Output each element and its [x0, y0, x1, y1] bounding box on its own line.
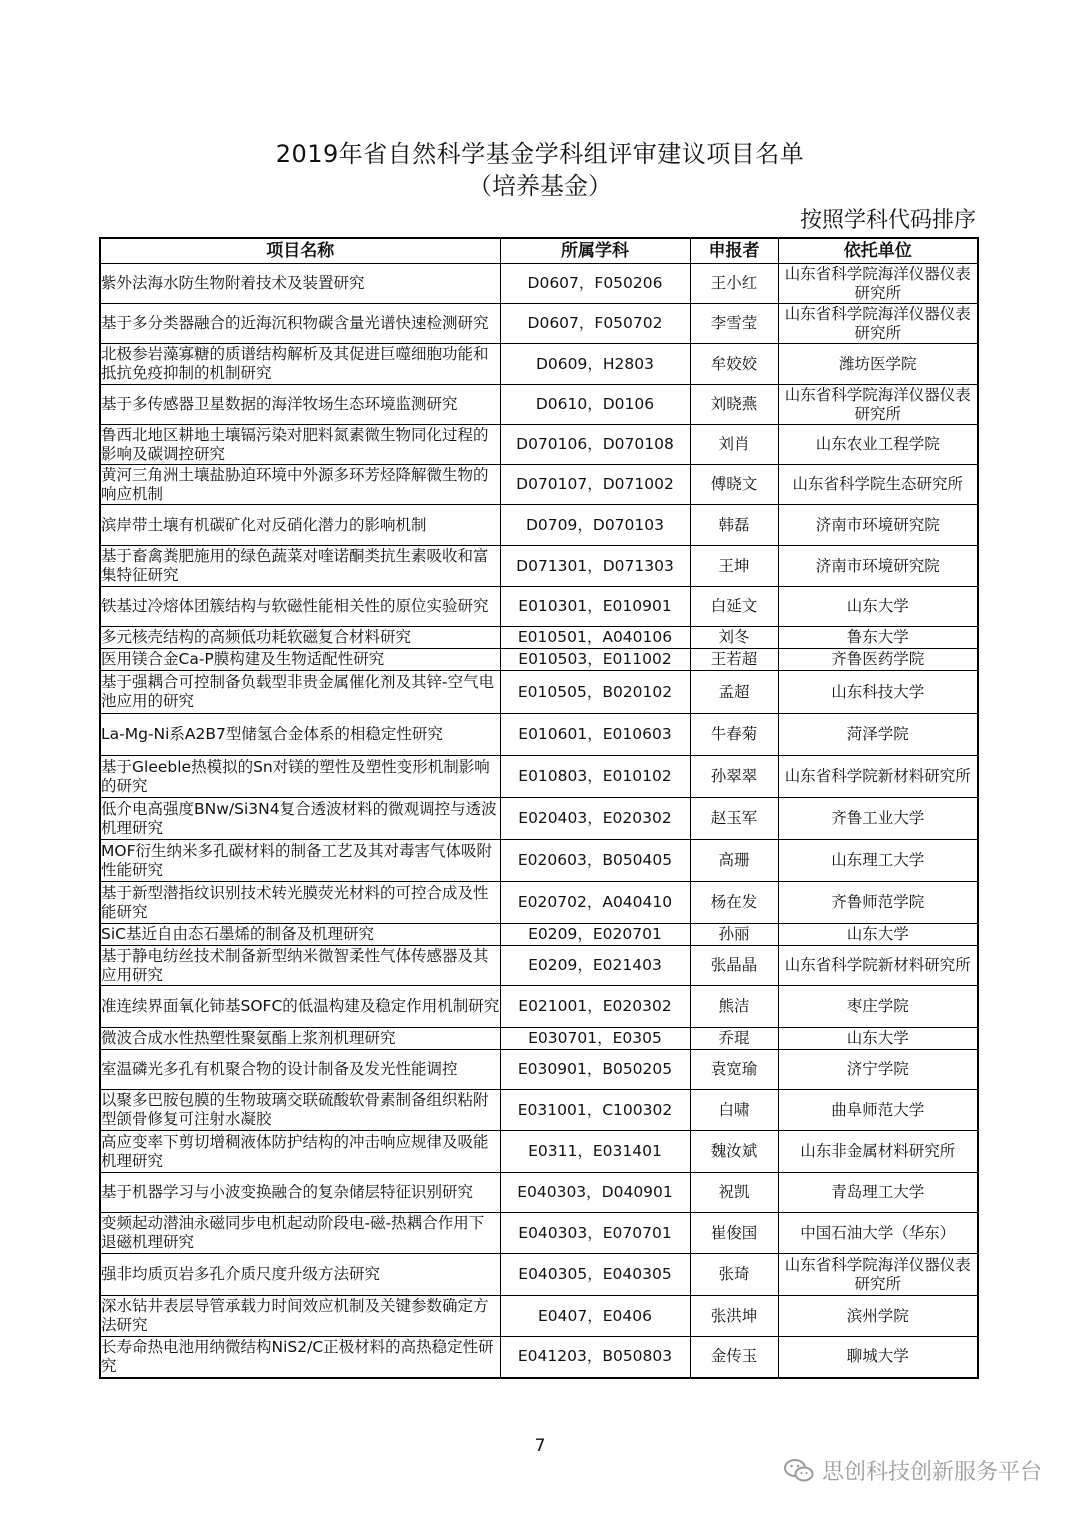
- cell-institution-cell: [778, 1337, 978, 1378]
- cell-project-name-cell: [100, 627, 500, 649]
- cell-project-name-cell: [100, 1337, 500, 1378]
- table-row: [100, 924, 978, 946]
- header-project-name: 项目名称: [100, 238, 500, 264]
- cell-project-name-cell: [100, 1213, 500, 1254]
- cell-applicant: 牛春菊: [690, 714, 778, 756]
- cell-institution: 山东非金属材料研究所: [800, 1142, 956, 1160]
- table-row: [100, 264, 978, 304]
- table-row: [100, 649, 978, 671]
- cell-project-name: 多元核壳结构的高频低功耗软磁复合材料研究: [101, 628, 412, 646]
- cell-institution: 齐鲁工业大学: [831, 809, 925, 827]
- cell-project-name-cell: [100, 344, 500, 385]
- cell-institution: 山东农业工程学院: [815, 435, 940, 453]
- cell-subject-code: D0709，D070103: [500, 505, 690, 546]
- cell-institution-cell: [778, 505, 978, 546]
- project-table: [99, 237, 979, 1379]
- cell-institution: 山东省科学院海洋仪器仪表研究所: [784, 1255, 971, 1293]
- cell-institution: 齐鲁师范学院: [831, 893, 925, 911]
- cell-institution: 济宁学院: [846, 1060, 909, 1078]
- cell-applicant: 孙翠翠: [690, 756, 778, 798]
- cell-institution: 齐鲁医药学院: [831, 650, 925, 668]
- cell-institution: 山东大学: [846, 1029, 909, 1047]
- cell-project-name-cell: [100, 546, 500, 587]
- cell-institution: 鲁东大学: [846, 628, 909, 646]
- cell-applicant: 孟超: [690, 671, 778, 714]
- cell-institution: 曲阜师范大学: [831, 1100, 925, 1119]
- cell-project-name-cell: [100, 649, 500, 671]
- cell-project-name-cell: [100, 1131, 500, 1173]
- cell-subject-code: E0311，E031401: [500, 1131, 690, 1173]
- watermark: [784, 1455, 1042, 1486]
- cell-applicant: 崔俊国: [690, 1213, 778, 1254]
- cell-subject-code: E010301，E010901: [500, 587, 690, 627]
- table-row: [100, 1296, 978, 1337]
- cell-applicant: 孙丽: [690, 924, 778, 946]
- cell-project-name-cell: [100, 385, 500, 425]
- cell-project-name-cell: [100, 986, 500, 1028]
- cell-subject-code: D071301，D071303: [500, 546, 690, 587]
- cell-applicant: 白延文: [690, 587, 778, 627]
- cell-project-name-cell: [100, 1254, 500, 1296]
- cell-institution-cell: [778, 546, 978, 587]
- page-title: 2019年省自然科学基金学科组评审建议项目名单: [275, 140, 805, 168]
- table-row: [100, 425, 978, 465]
- cell-project-name: 变频起动潜油永磁同步电机起动阶段电-磁-热耦合作用下退磁机理研究: [101, 1214, 485, 1251]
- cell-project-name-cell: [100, 840, 500, 882]
- cell-institution-cell: [778, 1050, 978, 1090]
- table-row: [100, 756, 978, 798]
- cell-institution-cell: [778, 756, 978, 798]
- cell-subject-code: E040305，E040305: [500, 1254, 690, 1296]
- cell-applicant: 熊洁: [690, 986, 778, 1028]
- table-row: [100, 986, 978, 1028]
- cell-institution-cell: [778, 671, 978, 714]
- cell-subject-code: E010803，E010102: [500, 756, 690, 798]
- cell-applicant: 杨在发: [690, 882, 778, 924]
- cell-institution-cell: [778, 385, 978, 425]
- cell-institution: 山东省科学院生态研究所: [792, 475, 963, 493]
- cell-subject-code: D070106，D070108: [500, 425, 690, 465]
- cell-project-name: 长寿命热电池用纳微结构NiS2/C正极材料的高热稳定性研究: [101, 1337, 494, 1375]
- cell-applicant: 傅晓文: [690, 465, 778, 505]
- page-subtitle: （培养基金）: [468, 172, 612, 200]
- sort-note: 按照学科代码排序: [799, 208, 976, 233]
- cell-institution-cell: [778, 1090, 978, 1131]
- cell-project-name-cell: [100, 714, 500, 756]
- cell-subject-code: D0610，D0106: [500, 385, 690, 425]
- cell-project-name-cell: [100, 882, 500, 924]
- cell-project-name-cell: [100, 1090, 500, 1131]
- cell-project-name: 微波合成水性热塑性聚氨酯上浆剂机理研究: [101, 1029, 396, 1047]
- table-row: [100, 1213, 978, 1254]
- cell-institution-cell: [778, 425, 978, 465]
- wechat-icon: [784, 1458, 814, 1484]
- cell-project-name: 基于多分类器融合的近海沉积物碳含量光谱快速检测研究: [101, 314, 489, 332]
- cell-project-name-cell: [100, 924, 500, 946]
- cell-institution: 青岛理工大学: [831, 1183, 925, 1201]
- cell-project-name: 基于畜禽粪肥施用的绿色蔬菜对喹诺酮类抗生素吸收和富集特征研究: [101, 547, 489, 584]
- cell-project-name: 基于多传感器卫星数据的海洋牧场生态环境监测研究: [101, 395, 458, 413]
- cell-subject-code: E0209，E021403: [500, 946, 690, 986]
- cell-institution: 枣庄学院: [846, 997, 909, 1015]
- cell-subject-code: D070107，D071002: [500, 465, 690, 505]
- cell-institution-cell: [778, 627, 978, 649]
- cell-applicant: 牟姣姣: [690, 344, 778, 385]
- cell-project-name-cell: [100, 1050, 500, 1090]
- cell-institution-cell: [778, 840, 978, 882]
- cell-applicant: 赵玉军: [690, 798, 778, 840]
- cell-subject-code: E030901，B050205: [500, 1050, 690, 1090]
- cell-subject-code: E010501，A040106: [500, 627, 690, 649]
- cell-applicant: 刘肖: [690, 425, 778, 465]
- table-row: [100, 465, 978, 505]
- cell-project-name: 医用镁合金Ca-P膜构建及生物适配性研究: [101, 650, 385, 668]
- cell-institution-cell: [778, 882, 978, 924]
- cell-institution: 山东大学: [846, 597, 909, 615]
- cell-institution-cell: [778, 1213, 978, 1254]
- table-row: [100, 1090, 978, 1131]
- cell-subject-code: E030701，E0305: [500, 1028, 690, 1050]
- cell-applicant: 金传玉: [690, 1337, 778, 1378]
- cell-project-name-cell: [100, 1028, 500, 1050]
- cell-project-name-cell: [100, 1296, 500, 1337]
- cell-institution: 中国石油大学（华东）: [800, 1223, 956, 1242]
- cell-subject-code: E020603，B050405: [500, 840, 690, 882]
- cell-applicant: 张琦: [690, 1254, 778, 1296]
- cell-institution: 山东省科学院新材料研究所: [784, 767, 971, 785]
- cell-subject-code: E020702，A040410: [500, 882, 690, 924]
- cell-institution: 山东省科学院新材料研究所: [784, 956, 971, 974]
- table-row: [100, 344, 978, 385]
- cell-project-name: 以聚多巴胺包膜的生物玻璃交联硫酸软骨素制备组织粘附型颌骨修复可注射水凝胶: [101, 1091, 489, 1128]
- cell-project-name-cell: [100, 505, 500, 546]
- table-row: [100, 1337, 978, 1378]
- cell-institution-cell: [778, 986, 978, 1028]
- cell-subject-code: D0607，F050702: [500, 304, 690, 344]
- cell-subject-code: E010505，B020102: [500, 671, 690, 714]
- page-number: 7: [534, 1436, 546, 1456]
- cell-project-name-cell: [100, 798, 500, 840]
- cell-subject-code: E0407，E0406: [500, 1296, 690, 1337]
- table-row: [100, 627, 978, 649]
- table-row: [100, 304, 978, 344]
- cell-applicant: 刘晓燕: [690, 385, 778, 425]
- table-row: [100, 840, 978, 882]
- cell-project-name: 室温磷光多孔有机聚合物的设计制备及发光性能调控: [101, 1060, 458, 1078]
- cell-subject-code: E031001，C100302: [500, 1090, 690, 1131]
- cell-institution-cell: [778, 946, 978, 986]
- table-row: [100, 1131, 978, 1173]
- watermark-text: 思创科技创新服务平台: [821, 1460, 1042, 1485]
- cell-institution: 聊城大学: [846, 1347, 909, 1366]
- cell-institution-cell: [778, 924, 978, 946]
- table-body: [100, 264, 978, 1378]
- cell-subject-code: E040303，D040901: [500, 1173, 690, 1213]
- cell-project-name-cell: [100, 425, 500, 465]
- cell-project-name: 铁基过冷熔体团簇结构与软磁性能相关性的原位实验研究: [101, 597, 489, 615]
- cell-institution-cell: [778, 649, 978, 671]
- cell-project-name: 准连续界面氧化铈基SOFC的低温构建及稳定作用机制研究: [101, 997, 500, 1015]
- table-row: [100, 1028, 978, 1050]
- cell-institution-cell: [778, 1131, 978, 1173]
- cell-institution-cell: [778, 714, 978, 756]
- cell-subject-code: E0209，E020701: [500, 924, 690, 946]
- cell-applicant: 张晶晶: [690, 946, 778, 986]
- table-row: [100, 671, 978, 714]
- cell-subject-code: D0609，H2803: [500, 344, 690, 385]
- cell-project-name: SiC基近自由态石墨烯的制备及机理研究: [101, 925, 374, 943]
- cell-institution: 山东省科学院海洋仪器仪表研究所: [784, 304, 971, 342]
- cell-institution: 山东理工大学: [831, 851, 925, 869]
- cell-institution-cell: [778, 1173, 978, 1213]
- cell-project-name: 北极参岩藻寡糖的质谱结构解析及其促进巨噬细胞功能和抵抗免疫抑制的机制研究: [101, 345, 489, 382]
- cell-applicant: 李雪莹: [690, 304, 778, 344]
- cell-project-name: 基于新型潜指纹识别技术转光膜荧光材料的可控合成及性能研究: [101, 883, 489, 921]
- cell-project-name: 鲁西北地区耕地土壤镉污染对肥料氮素微生物同化过程的影响及碳调控研究: [101, 425, 489, 463]
- header-applicant: 申报者: [690, 238, 778, 264]
- cell-project-name: 高应变率下剪切增稠液体防护结构的冲击响应规律及吸能机理研究: [101, 1132, 489, 1170]
- cell-institution-cell: [778, 304, 978, 344]
- table-row: [100, 505, 978, 546]
- cell-subject-code: E020403，E020302: [500, 798, 690, 840]
- cell-institution-cell: [778, 344, 978, 385]
- cell-applicant: 袁宽瑜: [690, 1050, 778, 1090]
- cell-project-name-cell: [100, 1173, 500, 1213]
- cell-project-name: 基于Gleeble热模拟的Sn对镁的塑性及塑性变形机制影响的研究: [101, 757, 490, 795]
- table-row: [100, 587, 978, 627]
- cell-institution: 菏泽学院: [846, 725, 909, 743]
- table-row: [100, 882, 978, 924]
- cell-institution-cell: [778, 1254, 978, 1296]
- cell-project-name: 深水钻井表层导管承载力时间效应机制及关键参数确定方法研究: [101, 1297, 489, 1334]
- cell-applicant: 韩磊: [690, 505, 778, 546]
- cell-institution: 潍坊医学院: [838, 354, 917, 373]
- table-row: [100, 1173, 978, 1213]
- cell-institution-cell: [778, 264, 978, 304]
- cell-project-name: MOF衍生纳米多孔碳材料的制备工艺及其对毒害气体吸附性能研究: [101, 841, 492, 879]
- cell-institution: 济南市环境研究院: [815, 515, 940, 534]
- cell-subject-code: E041203，B050803: [500, 1337, 690, 1378]
- cell-institution-cell: [778, 798, 978, 840]
- table-row: [100, 714, 978, 756]
- cell-institution-cell: [778, 1028, 978, 1050]
- header-subject: 所属学科: [500, 238, 690, 264]
- cell-project-name-cell: [100, 671, 500, 714]
- cell-project-name: 低介电高强度BNw/Si3N4复合透波材料的微观调控与透波机理研究: [101, 799, 497, 837]
- cell-institution: 滨州学院: [846, 1306, 909, 1325]
- cell-applicant: 白啸: [690, 1090, 778, 1131]
- cell-applicant: 乔琨: [690, 1028, 778, 1050]
- cell-project-name-cell: [100, 946, 500, 986]
- cell-applicant: 祝凯: [690, 1173, 778, 1213]
- table-row: [100, 546, 978, 587]
- cell-project-name-cell: [100, 756, 500, 798]
- cell-applicant: 刘冬: [690, 627, 778, 649]
- cell-subject-code: E010503，E011002: [500, 649, 690, 671]
- table-header-row: [100, 238, 978, 264]
- cell-institution: 山东省科学院海洋仪器仪表研究所: [784, 385, 971, 423]
- cell-subject-code: E010601，E010603: [500, 714, 690, 756]
- cell-subject-code: E040303，E070701: [500, 1213, 690, 1254]
- cell-applicant: 魏汝斌: [690, 1131, 778, 1173]
- cell-institution: 山东省科学院海洋仪器仪表研究所: [784, 264, 971, 302]
- cell-institution-cell: [778, 465, 978, 505]
- cell-project-name: 黄河三角洲土壤盐胁迫环境中外源多环芳烃降解微生物的响应机制: [101, 465, 489, 503]
- cell-institution: 山东科技大学: [831, 682, 925, 701]
- table-row: [100, 385, 978, 425]
- cell-project-name-cell: [100, 304, 500, 344]
- cell-institution: 山东大学: [846, 925, 909, 943]
- table-row: [100, 798, 978, 840]
- cell-applicant: 王小红: [690, 264, 778, 304]
- cell-project-name: 紫外法海水防生物附着技术及装置研究: [101, 274, 365, 292]
- cell-applicant: 高珊: [690, 840, 778, 882]
- cell-institution: 济南市环境研究院: [815, 556, 940, 575]
- cell-project-name: 基于静电纺丝技术制备新型纳米微智柔性气体传感器及其应用研究: [101, 946, 489, 984]
- cell-subject-code: D0607，F050206: [500, 264, 690, 304]
- cell-subject-code: E021001，E020302: [500, 986, 690, 1028]
- table-row: [100, 946, 978, 986]
- cell-applicant: 王若超: [690, 649, 778, 671]
- cell-project-name: 强非均质页岩多孔介质尺度升级方法研究: [101, 1265, 381, 1283]
- cell-project-name: La-Mg-Ni系A2B7型储氢合金体系的相稳定性研究: [101, 725, 443, 743]
- cell-project-name: 基于强耦合可控制备负载型非贵金属催化剂及其锌-空气电池应用的研究: [101, 673, 495, 710]
- cell-institution-cell: [778, 1296, 978, 1337]
- cell-project-name-cell: [100, 264, 500, 304]
- cell-institution-cell: [778, 587, 978, 627]
- header-institution: 依托单位: [778, 238, 978, 264]
- cell-applicant: 张洪坤: [690, 1296, 778, 1337]
- cell-project-name-cell: [100, 587, 500, 627]
- table-row: [100, 1254, 978, 1296]
- table-row: [100, 1050, 978, 1090]
- cell-applicant: 王坤: [690, 546, 778, 587]
- cell-project-name: 滨岸带土壤有机碳矿化对反硝化潜力的影响机制: [101, 515, 427, 534]
- cell-project-name: 基于机器学习与小波变换融合的复杂储层特征识别研究: [101, 1183, 474, 1201]
- cell-project-name-cell: [100, 465, 500, 505]
